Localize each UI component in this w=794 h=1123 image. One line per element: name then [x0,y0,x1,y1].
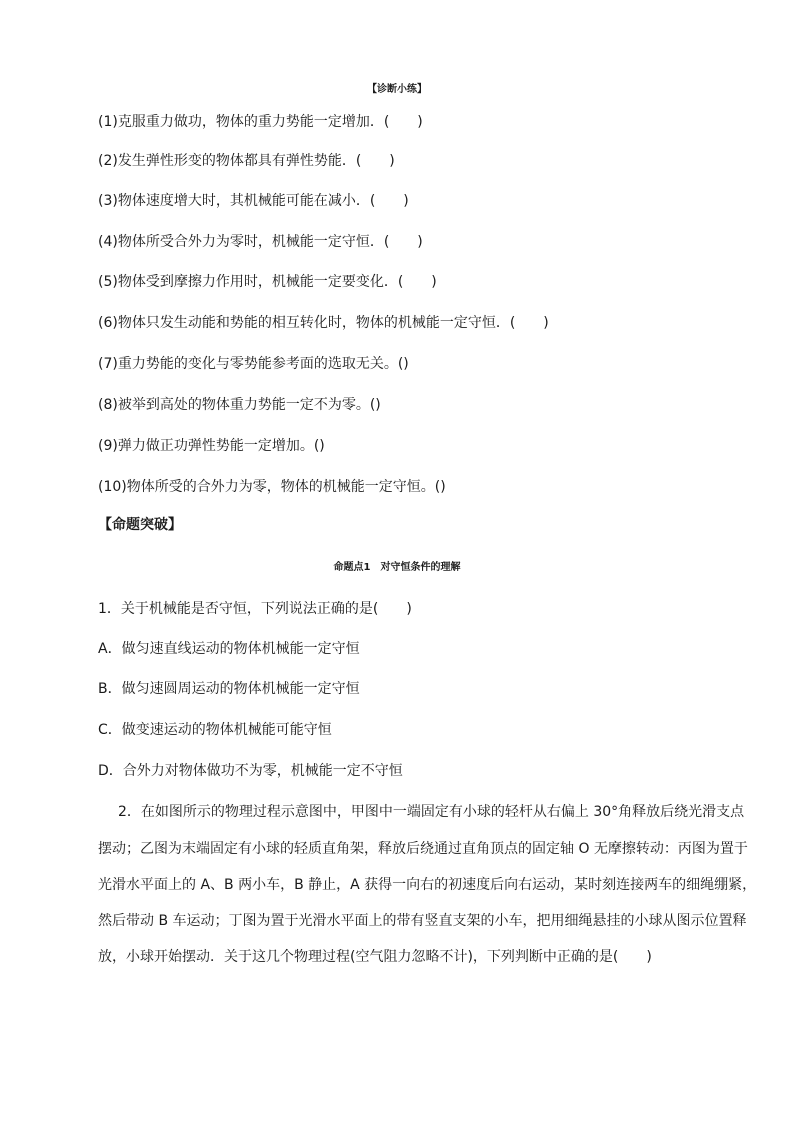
diagnosis-item-3: (3)物体速度增大时，其机械能可能在减小．( ) [98,193,409,209]
question-1-option-a: A．做匀速直线运动的物体机械能一定守恒 [98,641,360,657]
diagnosis-item-5: (5)物体受到摩擦力作用时，机械能一定要变化．( ) [98,274,437,290]
diagnosis-item-10: (10)物体所受的合外力为零，物体的机械能一定守恒。() [98,479,446,495]
diagnosis-heading: 【诊断小练】 [367,84,427,95]
diagnosis-item-1: (1)克服重力做功，物体的重力势能一定增加．( ) [98,114,423,130]
question-1-option-d: D．合外力对物体做功不为零，机械能一定不守恒 [98,763,403,779]
diagnosis-item-9: (9)弹力做正功弹性势能一定增加。() [98,438,325,454]
question-2-line-1: 2．在如图所示的物理过程示意图中，甲图中一端固定有小球的轻杆从右偏上 30°角释放后绕光滑支点 [118,804,745,820]
question-1-option-c: C．做变速运动的物体机械能可能守恒 [98,722,332,738]
question-2-line-2: 摆动；乙图为末端固定有小球的轻质直角架，释放后绕通过直角顶点的固定轴 O 无摩擦转动：丙图为置于 [98,841,748,857]
question-2-line-3: 光滑水平面上的 A、B 两小车，B 静止，A 获得一向右的初速度后向右运动，某时刻连接两车的细绳绷紧， [98,877,757,893]
question-2-line-4: 然后带动 B 车运动；丁图为置于光滑水平面上的带有竖直支架的小车，把用细绳悬挂的小球从图示位置释 [98,913,747,929]
question-2-line-5: 放，小球开始摆动．关于这几个物理过程(空气阻力忽略不计)，下列判断中正确的是( ) [98,949,652,965]
diagnosis-item-7: (7)重力势能的变化与零势能参考面的选取无关。() [98,356,409,372]
diagnosis-item-2: (2)发生弹性形变的物体都具有弹性势能．( ) [98,153,395,169]
breakthrough-heading: 【命题突破】 [98,517,182,533]
proposition-point-title: 命题点1 对守恒条件的理解 [333,562,461,573]
diagnosis-item-6: (6)物体只发生动能和势能的相互转化时，物体的机械能一定守恒．( ) [98,315,549,331]
question-1-stem: 1．关于机械能是否守恒，下列说法正确的是( ) [98,601,412,617]
diagnosis-item-4: (4)物体所受合外力为零时，机械能一定守恒．( ) [98,234,423,250]
question-1-option-b: B．做匀速圆周运动的物体机械能一定守恒 [98,681,360,697]
diagnosis-item-8: (8)被举到高处的物体重力势能一定不为零。() [98,397,381,413]
